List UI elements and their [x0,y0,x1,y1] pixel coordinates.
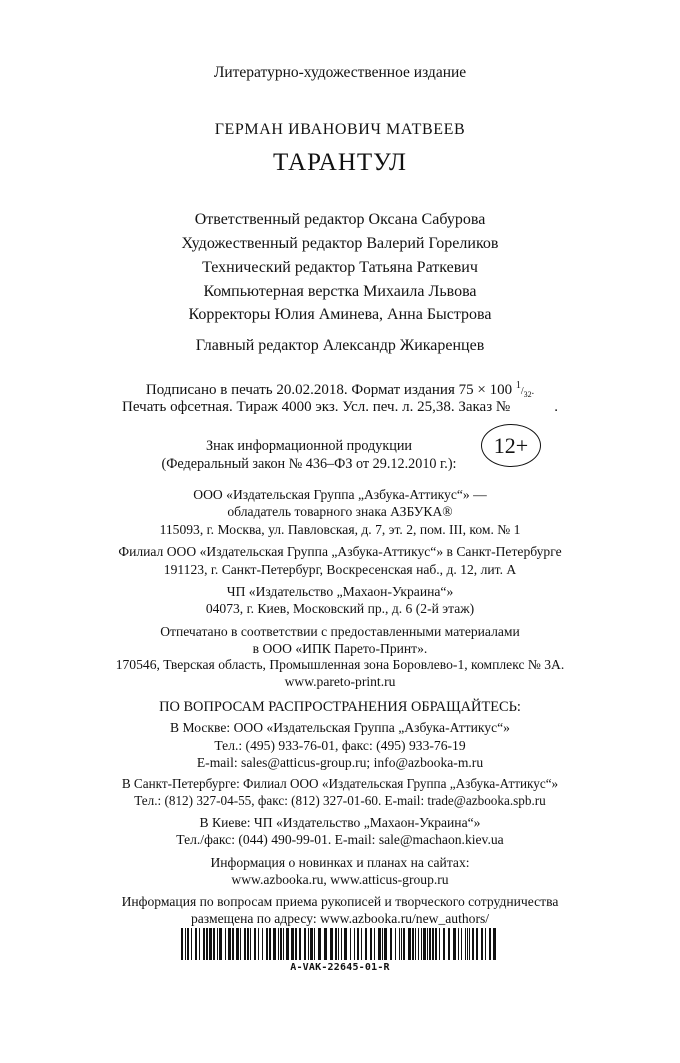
publisher-line: обладатель товарного знака АЗБУКА® [227,504,453,519]
age-rating-badge [481,424,541,467]
author-name: ГЕРМАН ИВАНОВИЧ МАТВЕЕВ [214,121,466,138]
chief-editor: Главный редактор Александр Жикаренцев [195,337,485,354]
moscow-phone: Тел.: (495) 933-76-01, факс: (495) 933-76-19 [214,738,466,753]
age-rating-text [146,437,472,473]
manuscripts-info: Информация по вопросам приема рукописей и творческого сотрудничества [121,894,559,909]
moscow-contact: В Москве: ООО «Издательская Группа „Азбука-Аттикус“» [170,720,510,735]
order-period: . [554,399,558,415]
format-numerator: 1 [515,380,521,391]
printed-line: в ООО «ИПК Парето-Принт». [252,641,428,656]
credit-line: Ответственный редактор Оксана Сабурова [194,211,486,228]
publisher-line: ООО «Издательская Группа „Азбука-Аттикус“» — [193,487,487,502]
genre-line: Литературно-художественное издание [213,64,467,81]
printed-line: Отпечатано в соответствии с предоставленными материалами [160,624,520,639]
spb-phone-email: Тел.: (812) 327-04-55, факс: (812) 327-01-60. E-mail: trade@azbooka.spb.ru [134,793,546,808]
kiev-contact: В Киеве: ЧП «Издательство „Махаон-Украина“» [199,815,481,830]
format-denominator: 32 [523,390,532,399]
age-rating-label: Знак информационной продукции [205,438,413,454]
credit-line: Технический редактор Татьяна Раткевич [202,259,478,276]
book-title: ТАРАНТУЛ [272,149,407,176]
kiev-publisher-address: 04073, г. Киев, Московский пр., д. 6 (2-й этаж) [205,601,475,616]
distribution-heading: ПО ВОПРОСАМ РАСПРОСТРАНЕНИЯ ОБРАЩАЙТЕСЬ: [159,699,521,715]
publisher-address: 115093, г. Москва, ул. Павловская, д. 7, эт. 2, пом. III, ком. № 1 [159,522,521,537]
printer-website: www.pareto-print.ru [284,674,396,689]
format-period: . [531,386,535,397]
age-rating-law: (Федеральный закон № 436–ФЗ от 29.12.2010 г.): [161,456,457,472]
spb-branch-address: 191123, г. Санкт-Петербург, Воскресенская наб., д. 12, лит. А [163,562,517,577]
moscow-email: E-mail: sales@atticus-group.ru; info@azbooka-m.ru [196,755,484,770]
print-run-info: Печать офсетная. Тираж 4000 экз. Усл. печ. л. 25,38. Заказ № [122,399,511,415]
kiev-publisher-line: ЧП «Издательство „Махаон-Украина“» [226,584,454,599]
kiev-phone-email: Тел./факс: (044) 490-99-01. E-mail: sale@machaon.kiev.ua [176,832,504,847]
news-sites: www.azbooka.ru, www.atticus-group.ru [231,872,449,887]
printer-address: 170546, Тверская область, Промышленная зона Боровлево-1, комплекс № 3А. [115,657,565,672]
format-fraction: $^1/_{32}$. [515,380,535,399]
credit-line: Художественный редактор Валерий Гореликов [181,235,499,252]
barcode-text: A-VAK-22645-01-R [290,962,390,973]
print-info-line-1 [0,380,680,399]
manuscripts-url: размещена по адресу: www.azbooka.ru/new_authors/ [190,911,490,926]
news-info: Информация о новинках и планах на сайтах: [210,855,470,870]
credit-line: Компьютерная верстка Михаила Львова [203,283,477,300]
age-rating-value: 12+ [493,432,529,458]
credit-line: Корректоры Юлия Аминева, Анна Быстрова [188,306,492,323]
print-signed-format: Подписано в печать 20.02.2018. Формат издания 75 × 100 [145,382,513,398]
print-info-line-2 [0,399,680,416]
barcode-image [181,928,499,960]
spb-contact: В Санкт-Петербурге: Филиал ООО «Издательская Группа „Азбука-Аттикус“» [121,776,559,791]
spb-branch-line: Филиал ООО «Издательская Группа „Азбука-Аттикус“» в Санкт-Петербурге [118,544,562,559]
